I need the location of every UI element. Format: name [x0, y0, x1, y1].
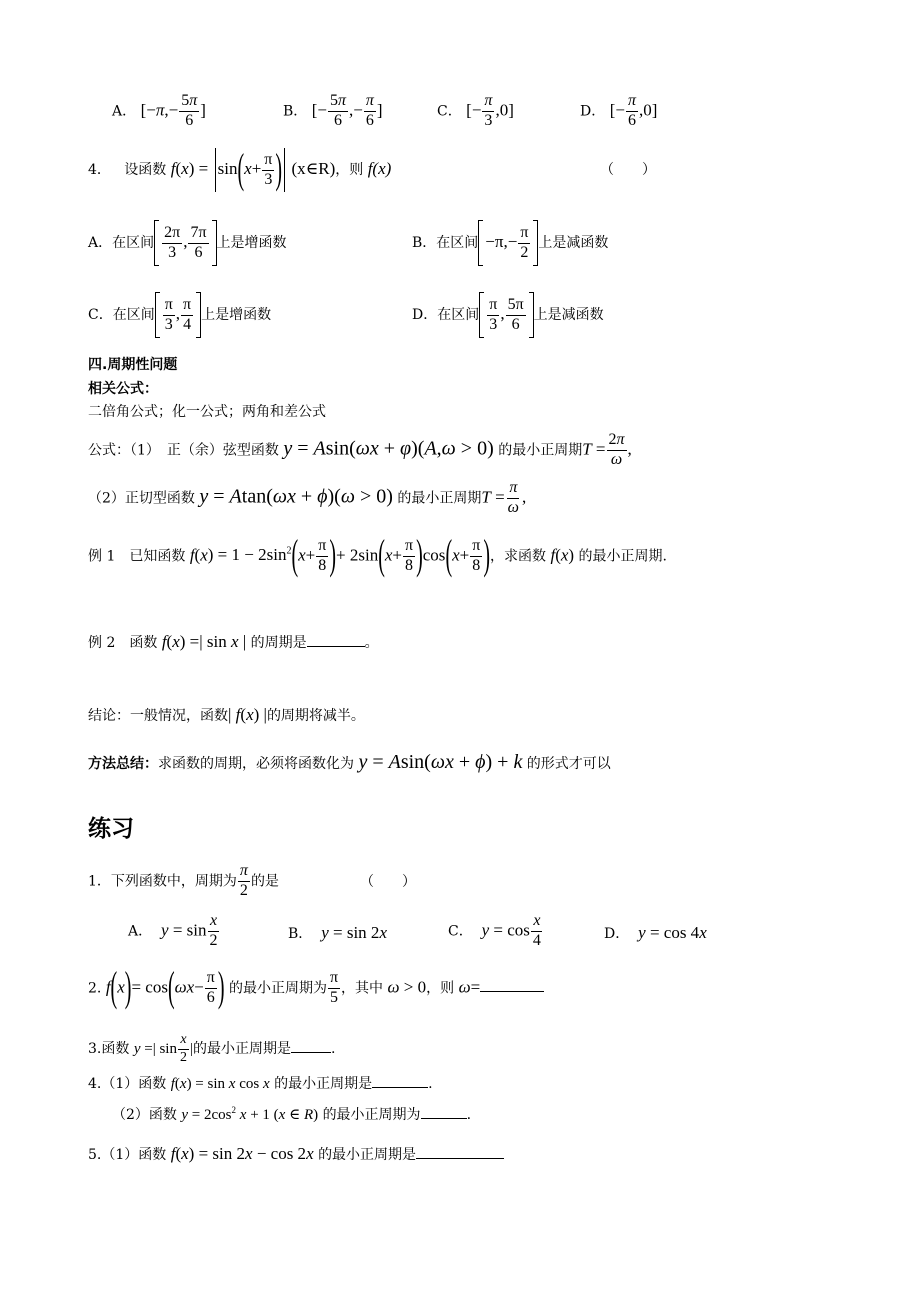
formula-heading: 相关公式： — [88, 381, 158, 397]
practice-1-option-a: A． y = sin $\frac{x}{2}$ — [128, 912, 218, 949]
q3-option-c: C． [− $\frac{\pi}{3}$ ,0] — [437, 92, 514, 129]
q3-option-d: D． [− $\frac{\pi}{6}$ ,0] — [580, 92, 658, 129]
practice-3: 3.函数 y =| sin $\frac{x}{2}$ |的最小正周期是 . — [88, 1032, 336, 1065]
q4-stem: 4． 设函数 f(x) = sin(x+ $\frac{\pi}{3}$ ) (x∈R)，则 f(x) — [88, 146, 392, 194]
practice-1-option-c: C． y = cos $\frac{x}{4}$ — [448, 912, 541, 949]
practice-1-option-d: D． y = cos 4x — [604, 923, 707, 942]
example-1: 例 1 已知函数 $f(x) = 1 - 2\sin^2(x+$ $\frac{\pi}{8}$ )+ 2sin(x+ $\frac{\pi}{8}$ )cos(x+ $\frac{\pi}{8}$ )，求函数 f(x) 的最小正周期. — [88, 533, 667, 580]
formula-1: 公式：（1） 正（余）弦型函数 y = Asin(ωx + φ)(A,ω > 0) 的最小正周期T = $\frac{2\pi}{\omega}$ , — [88, 431, 632, 468]
q4-option-b: B．在区间 −π,− $\frac{\pi}{2}$ 上是减函数 — [412, 220, 608, 266]
practice-1: 1．下列函数中，周期为 $\frac{\pi}{2}$ 的是 — [88, 862, 279, 899]
q4-option-a: A．在区间 $\frac{2\pi}{3}$ , $\frac{7\pi}{6}$ 上是增函数 — [88, 220, 287, 266]
q4-option-c: C．在区间 $\frac{\pi}{3}$ , $\frac{\pi}{4}$ 上是增函数 — [88, 292, 271, 338]
q3-option-a: A． [−π,− $\frac{5\pi}{6}$ ] — [112, 92, 206, 129]
q4-option-d: D．在区间 $\frac{\pi}{3}$ , $\frac{5\pi}{6}$ 上是减函数 — [412, 292, 604, 338]
practice-4-2: （2）函数 $y = 2\cos^2$ x + 1 (x ∈ R) 的最小正周期为 . — [112, 1105, 472, 1123]
formula-2: （2）正切型函数 y = Atan(ωx + ϕ)(ω > 0) 的最小正周期T = $\frac{\pi}{\omega}$ , — [88, 479, 527, 516]
practice-2: 2. f(x)= cos(ωx− $\frac{\pi}{6}$ ) 的最小正周期为 $\frac{\pi}{5}$ ，其中 ω > 0，则 ω= — [88, 970, 544, 1007]
practice-title: 练习 — [88, 816, 134, 842]
section-title: 四.周期性问题 — [88, 357, 178, 373]
example-2: 例 2 函数 f(x) =| sin x | 的周期是 。 — [88, 632, 379, 651]
formula-list: 二倍角公式；化一公式；两角和差公式 — [88, 404, 326, 420]
practice-1-paren: （ ） — [360, 874, 416, 890]
practice-5: 5.（1）函数 f(x) = sin 2x − cos 2x 的最小正周期是 — [88, 1145, 504, 1162]
q3-option-b: B． [− $\frac{5\pi}{6}$ ,− $\frac{\pi}{6}$ ] — [283, 92, 383, 129]
practice-1-option-b: B． y = sin 2x — [288, 923, 387, 942]
conclusion: 结论：一般情况，函数| f(x) |的周期将减半。 — [88, 705, 365, 724]
method-summary: 方法总结：求函数的周期，必须将函数化为 y = Asin(ωx + ϕ) + k 的形式才可以 — [88, 751, 611, 773]
q4-answer-paren: （ ） — [600, 162, 656, 178]
practice-4-1: 4.（1）函数 f(x) = sin x cos x 的最小正周期是 . — [88, 1076, 433, 1092]
